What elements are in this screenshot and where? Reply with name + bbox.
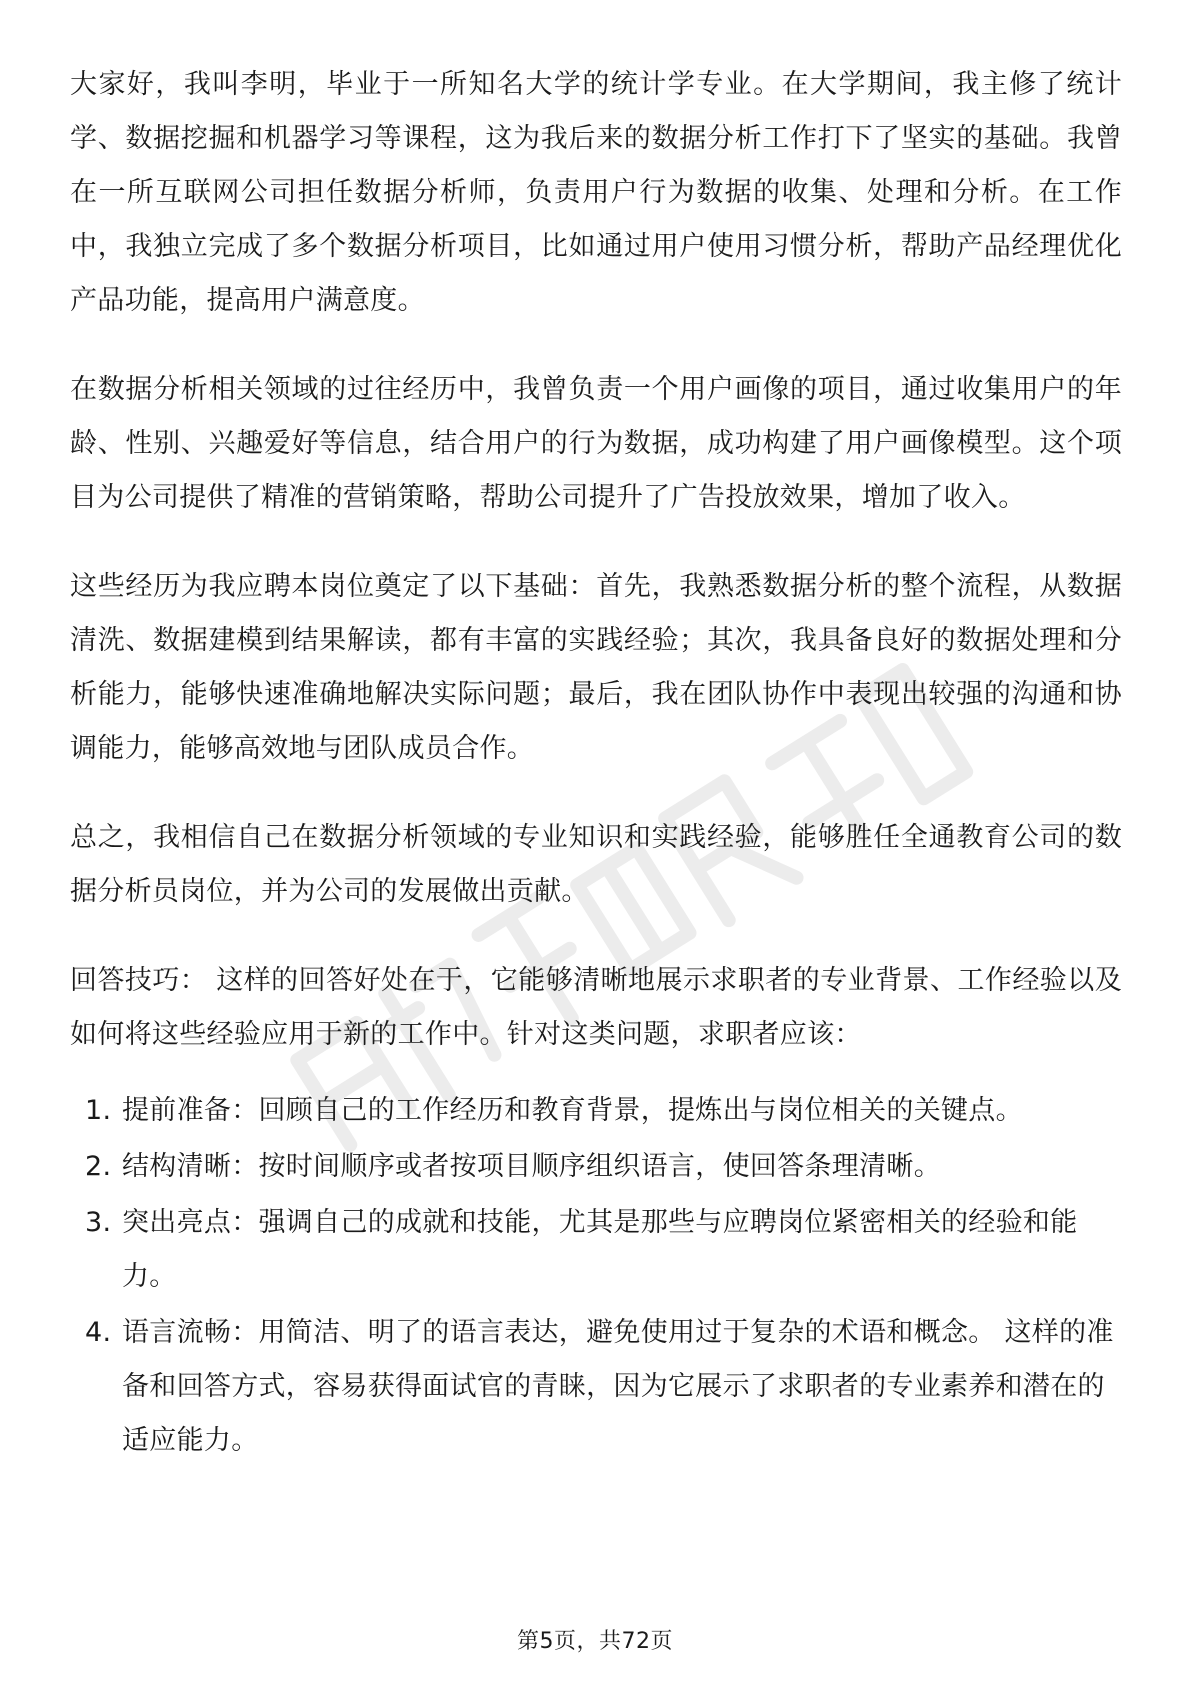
list-item: [70, 1196, 1122, 1304]
list-item-number: 3.: [85, 1207, 112, 1238]
list-item-text: 结构清晰：按时间顺序或者按项目顺序组织语言，使回答条理清晰。: [122, 1151, 941, 1182]
list-item: [70, 1306, 1122, 1468]
paragraph-tips-intro: 回答技巧： 这样的回答好处在于，它能够清晰地展示求职者的专业背景、工作经验以及如何将这些经验应用于新的工作中。针对这类问题，求职者应该：: [70, 965, 1122, 1050]
list-item: [70, 1084, 1122, 1138]
list-item-text: 突出亮点：强调自己的成就和技能，尤其是那些与应聘岗位紧密相关的经验和能力。: [122, 1207, 1078, 1292]
list-item-number: 4.: [85, 1317, 112, 1348]
tips-list: [70, 1084, 1122, 1468]
page-number-footer: 第5页，共72页: [517, 1629, 673, 1654]
paragraph-intro: 大家好，我叫李明，毕业于一所知名大学的统计学专业。在大学期间，我主修了统计学、数据挖掘和机器学习等课程，这为我后来的数据分析工作打下了坚实的基础。我曾在一所互联网公司担任数据分析师，负责用户行为数据的收集、处理和分析。在工作中，我独立完成了多个数据分析项目，比如通过用户使用习惯分析，帮助产品经理优化产品功能，提高用户满意度。: [70, 69, 1122, 316]
list-item-text: 语言流畅：用简洁、明了的语言表达，避免使用过于复杂的术语和概念。 这样的准备和回答方式，容易获得面试官的青睐，因为它展示了求职者的专业素养和潜在的适应能力。: [122, 1317, 1114, 1456]
document-body: [70, 58, 1122, 1470]
paragraph-foundation: 这些经历为我应聘本岗位奠定了以下基础：首先，我熟悉数据分析的整个流程，从数据清洗、数据建模到结果解读，都有丰富的实践经验；其次，我具备良好的数据处理和分析能力，能够快速准确地解决实际问题；最后，我在团队协作中表现出较强的沟通和协调能力，能够高效地与团队成员合作。: [70, 571, 1122, 764]
list-item-number: 2.: [85, 1151, 112, 1182]
list-item-text: 提前准备：回顾自己的工作经历和教育背景，提炼出与岗位相关的关键点。: [122, 1095, 1023, 1126]
paragraph-experience: 在数据分析相关领域的过往经历中，我曾负责一个用户画像的项目，通过收集用户的年龄、性别、兴趣爱好等信息，结合用户的行为数据，成功构建了用户画像模型。这个项目为公司提供了精准的营销策略，帮助公司提升了广告投放效果，增加了收入。: [70, 374, 1122, 513]
paragraph-conclusion: 总之，我相信自己在数据分析领域的专业知识和实践经验，能够胜任全通教育公司的数据分析员岗位，并为公司的发展做出贡献。: [70, 822, 1122, 907]
list-item: [70, 1140, 1122, 1194]
list-item-number: 1.: [85, 1095, 112, 1126]
